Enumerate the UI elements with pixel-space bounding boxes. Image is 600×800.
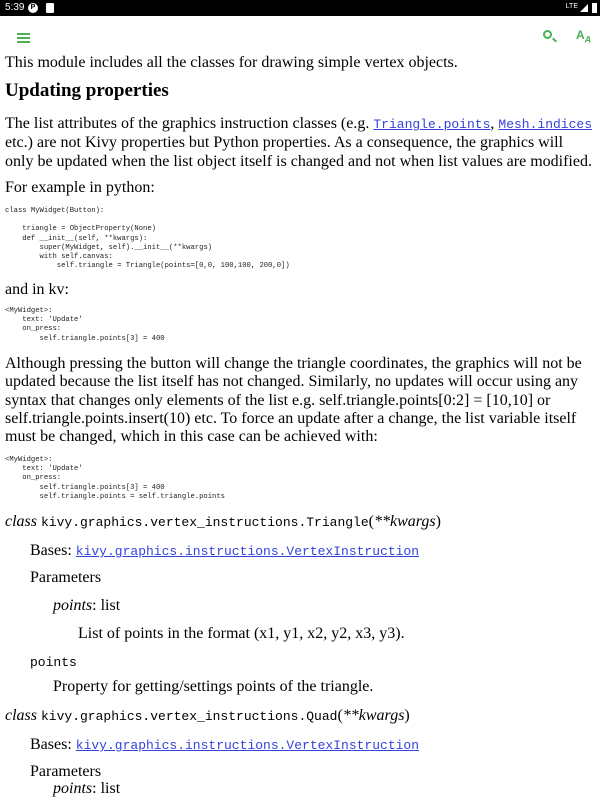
class-args: **kwargs <box>342 707 405 724</box>
param-type: : list <box>92 597 121 614</box>
attribute-description: Property for getting/settings points of the triangle. <box>53 678 374 695</box>
font-size-icon[interactable]: $A_A$ <box>576 28 592 45</box>
status-bar <box>0 0 600 16</box>
section-heading: Updating properties <box>5 80 169 101</box>
mesh-indices-link[interactable]: Mesh.indices <box>498 117 593 132</box>
param-type: : list <box>92 780 121 797</box>
attribute-points: points <box>30 655 77 670</box>
vertex-instruction-link[interactable]: kivy.graphics.instructions.VertexInstruction <box>75 544 420 559</box>
signal-icon <box>580 4 588 12</box>
menu-icon[interactable] <box>17 33 30 45</box>
param-name: points <box>53 780 93 797</box>
class-name: kivy.graphics.vertex_instructions.Triangle <box>41 515 369 530</box>
network-type: LTE <box>565 3 578 10</box>
vertex-instruction-link[interactable]: kivy.graphics.instructions.VertexInstruction <box>75 738 420 753</box>
param-description: List of points in the format (x1, y1, x2, y2, x3, y3). <box>78 625 405 642</box>
sd-card-icon <box>46 3 54 13</box>
class-args: **kwargs <box>373 513 436 530</box>
bases-row-quad <box>30 736 419 755</box>
param-points-quad <box>53 780 120 798</box>
status-time: 5:39 <box>5 2 25 13</box>
param-points <box>53 597 120 615</box>
class-keyword: class <box>5 707 37 724</box>
bases-label: Bases: <box>30 736 72 753</box>
app-bar <box>0 16 600 52</box>
text: The list attributes of the graphics instruction classes (e.g. <box>5 115 374 132</box>
parameters-label: Parameters <box>30 569 102 586</box>
paren: ( <box>368 513 374 530</box>
p-icon: P <box>28 3 38 13</box>
battery-icon <box>592 3 597 13</box>
bases-row <box>30 542 419 561</box>
paragraph-2: Although pressing the button will change the triangle coordinates, the graphics will not be updated because the list itself has not changed. Similarly, no updates will occur using any syntax that changes only elements of the list e.g. self.triangle.points[0:2] = [10,10] or self.triangle.points.insert(10) etc. To force an update after a change, the list variable itself must be changed, which in this case can be achieved with: <box>5 355 582 446</box>
param-name: points <box>53 597 93 614</box>
code-block-python: class MyWidget(Button): triangle = ObjectProperty(None) def __init__(self, **kwargs): super(MyWidget, self).__init__(**kwargs) with self.canvas: self.triangle = Triangle(points=[0,0, 100,100, 200,0]) <box>5 207 290 271</box>
parameters-label-quad: Parameters <box>30 763 102 780</box>
paren: ( <box>337 707 343 724</box>
intro-text: This module includes all the classes for drawing simple vertex objects. <box>5 54 458 71</box>
code-block-kv-2: <MyWidget>: text: 'Update' on_press: self.triangle.points[3] = 400 self.triangle.points = self.triangle.points <box>5 456 225 501</box>
class-keyword: class <box>5 513 37 530</box>
paragraph-1 <box>5 115 595 171</box>
search-icon[interactable] <box>543 30 552 39</box>
example-python-label: For example in python: <box>5 179 155 196</box>
class-signature-triangle <box>5 513 441 532</box>
paren: ) <box>435 513 441 530</box>
class-name: kivy.graphics.vertex_instructions.Quad <box>41 709 338 724</box>
bases-label: Bases: <box>30 542 72 559</box>
paren: ) <box>404 707 410 724</box>
text: , <box>490 115 499 132</box>
text: etc.) are not Kivy properties but Python properties. As a consequence, the graphics will only be updated when the list object itself is changed and not when list values are modified. <box>5 134 592 170</box>
and-in-kv-label: and in kv: <box>5 281 69 298</box>
triangle-points-link[interactable]: Triangle.points <box>373 117 491 132</box>
class-signature-quad <box>5 707 410 726</box>
code-block-kv: <MyWidget>: text: 'Update' on_press: self.triangle.points[3] = 400 <box>5 307 165 343</box>
